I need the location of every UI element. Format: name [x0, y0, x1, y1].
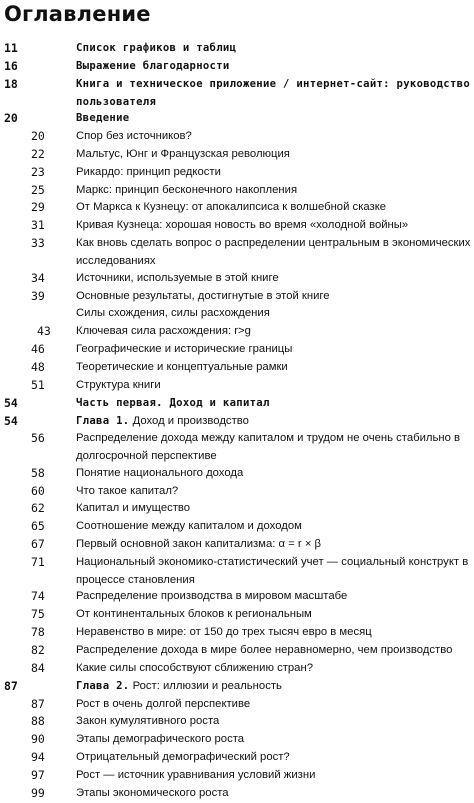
- toc-entry-title: Какие силы способствуют сближению стран?: [76, 662, 313, 674]
- toc-page-number: 16: [4, 59, 18, 73]
- toc-entry-title: Основные результаты, достигнутые в этой книге: [76, 290, 330, 302]
- toc-entry-title: Отрицательный демографический рост?: [76, 751, 290, 763]
- toc-entry-title: Первый основной закон капитализма: α = r × β: [76, 538, 322, 550]
- toc-entry-title: Выражение благодарности: [76, 60, 230, 72]
- toc-entry-title: Закон кумулятивного роста: [76, 715, 220, 727]
- toc-page-number: 34: [31, 271, 45, 285]
- toc-page-number: 71: [31, 555, 45, 569]
- toc-entry-title: Соотношение между капиталом и доходом: [76, 520, 302, 532]
- toc-page-number: 29: [31, 200, 45, 214]
- toc-entry-title: Распределение производства в мировом масштабе: [76, 590, 348, 602]
- page-title: Оглавление: [4, 2, 151, 26]
- toc-page-number: 62: [31, 501, 45, 515]
- toc-entry-title: Маркс: принцип бесконечного накопления: [76, 184, 298, 196]
- toc-entry-title: Неравенство в мире: от 150 до трех тысяч евро в месяц: [76, 626, 372, 638]
- toc-entry-title: Понятие национального дохода: [76, 467, 244, 479]
- toc-entry-title: Рост в очень долгой перспективе: [76, 698, 251, 710]
- toc-entry-title: Спор без источников?: [76, 130, 192, 142]
- toc-page-number: 43: [37, 324, 51, 338]
- toc-page-number: 54: [4, 396, 18, 410]
- toc-page-number: 54: [4, 414, 18, 428]
- toc-page-number: 39: [31, 289, 45, 303]
- toc-entry-title: Силы схождения, силы расхождения: [76, 307, 270, 319]
- toc-page-number: 90: [31, 732, 45, 746]
- toc-entry-title: Мальтус, Юнг и Французская революция: [76, 148, 290, 160]
- toc-entry-title: Книга и техническое приложение / интернет-сайт: руководство пользователя: [76, 78, 470, 108]
- toc-page-number: 33: [31, 236, 45, 250]
- toc-entry-title: [76, 678, 472, 696]
- toc-page-number: 20: [4, 111, 18, 125]
- toc-entry-title: [76, 413, 472, 431]
- toc-page-number: 75: [31, 607, 45, 621]
- toc-entry-title: Национальный экономико-статистический учет — социальный конструкт в процессе становления: [76, 556, 469, 586]
- toc-page-number: 20: [31, 129, 45, 143]
- toc-entry-title: Как вновь сделать вопрос о распределении центральным в экономических исследованиях: [76, 237, 471, 267]
- toc-page-number: 25: [31, 183, 45, 197]
- toc-entry-title: Капитал и имущество: [76, 502, 191, 514]
- toc-page-number: 82: [31, 643, 45, 657]
- toc-entry-title: Рост — источник уравнивания условий жизни: [76, 769, 316, 781]
- toc-entry-title: Структура книги: [76, 379, 161, 391]
- toc-page-number: 87: [31, 697, 45, 711]
- toc-page-number: 60: [31, 484, 45, 498]
- toc-entry-title: Часть первая. Доход и капитал: [76, 397, 270, 409]
- toc-page-number: 18: [4, 77, 18, 91]
- toc-page-number: 22: [31, 147, 45, 161]
- chapter-label: Глава 1.: [76, 415, 130, 427]
- toc-entry-title: Что такое капитал?: [76, 485, 179, 497]
- toc-entry-title: От Маркса к Кузнецу: от апокалипсиса к волшебной сказке: [76, 201, 387, 213]
- chapter-title: Рост: иллюзии и реальность: [132, 680, 282, 692]
- toc-entry-title: Распределение дохода между капиталом и трудом не очень стабильно в долгосрочной перспективе: [76, 432, 461, 462]
- toc-page-number: 46: [31, 342, 45, 356]
- toc-page-number: 67: [31, 537, 45, 551]
- toc-page-number: 11: [4, 41, 18, 55]
- toc-page-number: 48: [31, 360, 45, 374]
- toc-entry-title: От континентальных блоков к региональным: [76, 608, 312, 620]
- chapter-label: Глава 2.: [76, 680, 130, 692]
- toc-entry-title: Этапы демографического роста: [76, 733, 245, 745]
- toc-page-number: 97: [31, 768, 45, 782]
- toc-page-number: 74: [31, 589, 45, 603]
- toc-page-number: 99: [31, 786, 45, 800]
- toc-page-number: 78: [31, 625, 45, 639]
- toc-page-number: 65: [31, 519, 45, 533]
- toc-entry-title: Рикардо: принцип редкости: [76, 166, 221, 178]
- toc-page-number: 84: [31, 661, 45, 675]
- toc-entry-title: Ключевая сила расхождения: r>g: [76, 325, 251, 337]
- toc-page-number: 51: [31, 378, 45, 392]
- toc-entry-title: Распределение дохода в мире более неравномерно, чем производство: [76, 644, 453, 656]
- chapter-title: Доход и производство: [132, 415, 249, 427]
- toc-entry-title: Этапы экономического роста: [76, 787, 229, 799]
- toc-page-number: 88: [31, 714, 45, 728]
- toc-page-number: 87: [4, 679, 18, 693]
- toc-page-number: 23: [31, 165, 45, 179]
- toc-entry-title: Источники, используемые в этой книге: [76, 272, 279, 284]
- toc-page-number: 56: [31, 431, 45, 445]
- toc-entry-title: Кривая Кузнеца: хорошая новость во время «холодной войны»: [76, 219, 409, 231]
- toc-page-number: 58: [31, 466, 45, 480]
- toc-entry-title: Географические и исторические границы: [76, 343, 293, 355]
- toc-page-number: 31: [31, 218, 45, 232]
- toc-entry-title: Теоретические и концептуальные рамки: [76, 361, 288, 373]
- toc-page-number: 94: [31, 750, 45, 764]
- toc-entry-title: Введение: [76, 112, 130, 124]
- toc-entry-title: Список графиков и таблиц: [76, 42, 237, 54]
